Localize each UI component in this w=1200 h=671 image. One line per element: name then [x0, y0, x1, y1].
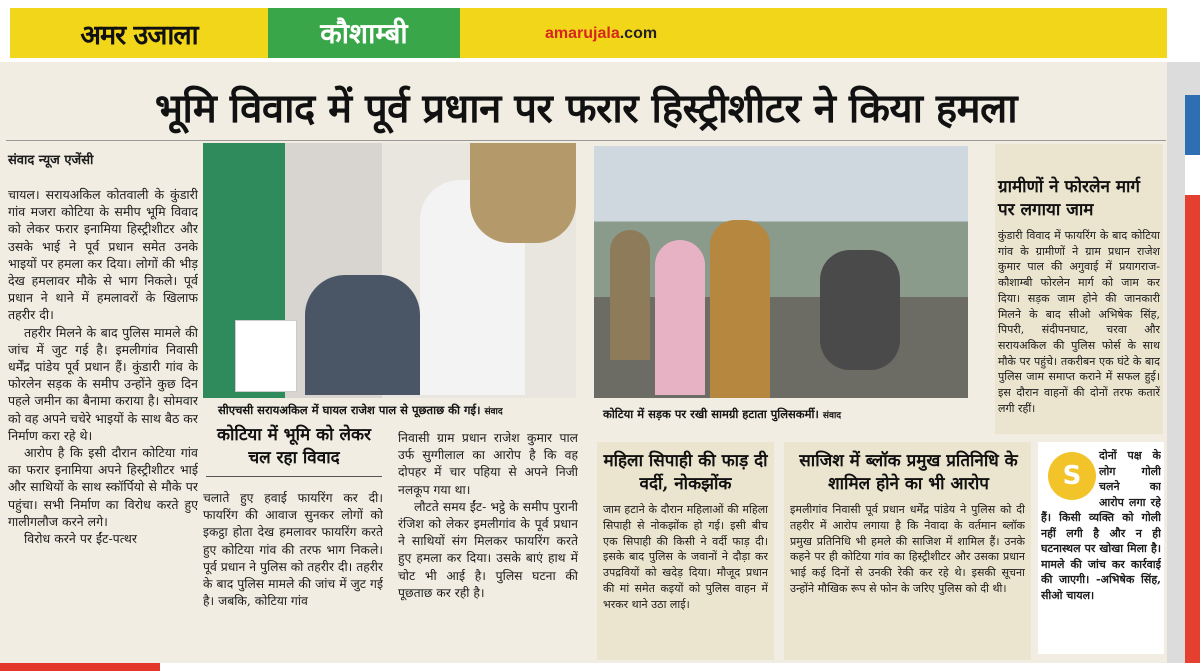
paragraph: निवासी ग्राम प्रधान राजेश कुमार पाल उर्फ सुग्गीलाल का आरोप है कि वह दोपहर में चार पहिया से अपने निजी नलकूप गया था। — [398, 431, 578, 497]
sidebar-conspiracy-title: साजिश में ब्लॉक प्रमुख प्रतिनिधि के शामिल होने का भी आरोप — [799, 451, 1018, 494]
photo-road-figure — [610, 230, 650, 360]
photo1-caption — [218, 403, 503, 418]
paragraph: आरोप है कि इसी दौरान कोटिया गांव का फरार इनामिया अपने हिस्ट्रीशीटर भाई और साथियों के साथ स्कॉर्पियो से मौके पर पहुंचा। सभी निर्माण का विरोध करते हुए गालीगलौज करने लगे। — [8, 445, 198, 529]
caption-credit: संवाद — [484, 407, 503, 417]
photo2-caption — [603, 407, 841, 422]
article-column-1 — [8, 186, 198, 664]
photo-hospital-figure — [470, 143, 576, 243]
photo-road-figure — [710, 220, 770, 398]
article-column-2 — [203, 490, 383, 666]
sidebar-constable-title: महिला सिपाही की फाड़ दी वर्दी, नोकझोंक — [603, 451, 768, 494]
url-tld: .com — [619, 25, 658, 42]
caption-credit: संवाद — [822, 411, 842, 421]
url-brand: amarujala — [545, 25, 620, 42]
byline: संवाद न्यूज एजेंसी — [8, 153, 94, 168]
paragraph: तहरीर मिलने के बाद पुलिस मामले की जांच में जुट गई है। इमलीगांव निवासी धर्मेंद्र पांडेय पूर्व प्रधान हैं। कुंडारी गांव के फोरलेन सड़क के समीप उन्होंने कुछ दिन पहले जमीन का बैनामा कराया है। सोमवार को वह अपने चचेरे भाइयों के साथ बैठ कर निर्माण करा रहे थे। — [8, 324, 198, 443]
sidebar-conspiracy-body: इमलीगांव निवासी पूर्व प्रधान धर्मेंद्र पांडेय ने पुलिस को दी तहरीर में आरोप लगाया है कि नेवादा के वर्तमान ब्लॉक प्रमुख प्रतिनिधि भी हमले की साजिश में शामिल हैं। उनके कहने पर ही कोटिया गांव का हिस्ट्रीशीटर और उसका प्रधान भाई कई दिनों से उनकी रेकी कर रहे थे। इसकी सूचना उन्होंने मौखिक रूप से फोन के जरिए पुलिस को दी थी। — [790, 503, 1025, 595]
next-headline-strip — [0, 663, 1200, 671]
sidebar-constable-body: जाम हटाने के दौरान महिलाओं की महिला सिपाही से नोकझोंक हो गई। इसी बीच एक सिपाही की किसी ने वर्दी फाड़ दी। इसके बाद पुलिस के जवानों ने दौड़ा कर उपद्रवियों को खदेड़ दिया। मौजूद प्रधान की मां समेत कइयों को पुलिस वाहन में भरकर थाने उठा लाई। — [603, 503, 768, 611]
photo-road-blockade — [594, 146, 968, 398]
paragraph: विरोध करने पर ईंट-पत्थर — [24, 531, 137, 547]
city-edition-tag: कौशाम्बी — [268, 8, 460, 58]
newspaper-logo: अमर उजाला — [10, 8, 268, 58]
photo-road-figure — [655, 240, 705, 395]
caption-text: सीएचसी सरायअकिल में घायल राजेश पाल से पूछताछ की गई। — [218, 403, 481, 417]
subheading-dispute: कोटिया में भूमि को लेकर चल रहा विवाद — [216, 425, 372, 468]
article-column-3 — [398, 430, 578, 666]
samvad-logo-icon: S — [1048, 452, 1096, 500]
paragraph: चायल। सरायअकिल कोतवाली के कुंडारी गांव मजरा कोटिया के समीप भूमि विवाद को लेकर फरार इनामिया हिस्ट्रीशीटर और उसके भाई ने पूर्व प्रधान समेत उनके भाइयों पर हमला कर दिया। लोगों की भीड़ देख हमलावर मौके से भाग निकले। पूर्व प्रधान ने थाने में हमलावरों के खिलाफ तहरीर दी। — [8, 187, 198, 323]
photo-hospital-figure — [305, 275, 420, 395]
website-url[interactable] — [545, 25, 657, 43]
photo-road-figure — [820, 250, 900, 370]
sidebar-jam-body: कुंडारी विवाद में फायरिंग के बाद कोटिया गांव के ग्रामीणों ने ग्राम प्रधान राजेश कुमार पाल की अगुवाई में प्रयागराज-कौशाम्बी फोरलेन मार्ग को जाम कर दिया। सड़क जाम होने की जानकारी मिलने के बाद सीओ अभिषेक सिंह, पिपरी, संदीपनघाट, चरवा और सरायअकिल की पुलिस फोर्स के साथ मौके पर पहुंचे। तकरीबन एक घंटे के बाद पुलिस जाम समाप्त कराने में सफल हुई। इस दौरान वाहनों की दोनों तरफ कतारें लगी रहीं। — [998, 229, 1160, 415]
adjacent-ad-red — [1185, 195, 1200, 665]
adjacent-ad-blue — [1185, 95, 1200, 155]
paragraph: चलाते हुए हवाई फायरिंग कर दी। फायरिंग की आवाज सुनकर लोगों को इकट्ठा होता देख हमलावर फायरिंग करते हुए कोटिया गांव की तरफ भाग निकले। पूर्व प्रधान ने पुलिस को तहरीर दी। तहरीर के बाद पुलिस मामले की जांच में जुट गई है। जबकि, कोटिया गांव — [203, 491, 383, 609]
photo-hospital-detail — [235, 320, 297, 392]
sidebar-jam-title: ग्रामीणों ने फोरलेन मार्ग पर लगाया जाम — [998, 177, 1141, 220]
caption-text: कोटिया में सड़क पर रखी सामग्री हटाता पुलिसकर्मी। — [603, 407, 819, 421]
co-quote-text: दोनों पक्ष के लोग गोली चलने का आरोप लगा रहे हैं। किसी व्यक्ति को गोली नहीं लगी है और न ही घटनास्थल पर खोखा मिला है। मामले की जांच कर कार्रवाई की जाएगी। -अभिषेक सिंह, सीओ चायल। — [1041, 449, 1161, 602]
next-section-tag — [0, 663, 160, 671]
subheading-divider — [206, 476, 382, 477]
paragraph: लौटते समय ईंट- भट्ठे के समीप पुरानी रंजिश को लेकर इमलीगांव के पूर्व प्रधान ने साथियों संग मिलकर फायरिंग करते हुए हमला कर दिया। उसके बाएं हाथ में चोट भी आई है। पुलिस घटना की पूछताछ कर रही है। — [398, 499, 578, 600]
article-headline: भूमि विवाद में पूर्व प्रधान पर फरार हिस्ट्रीशीटर ने किया हमला — [154, 84, 1018, 132]
headline-divider — [6, 140, 1166, 141]
